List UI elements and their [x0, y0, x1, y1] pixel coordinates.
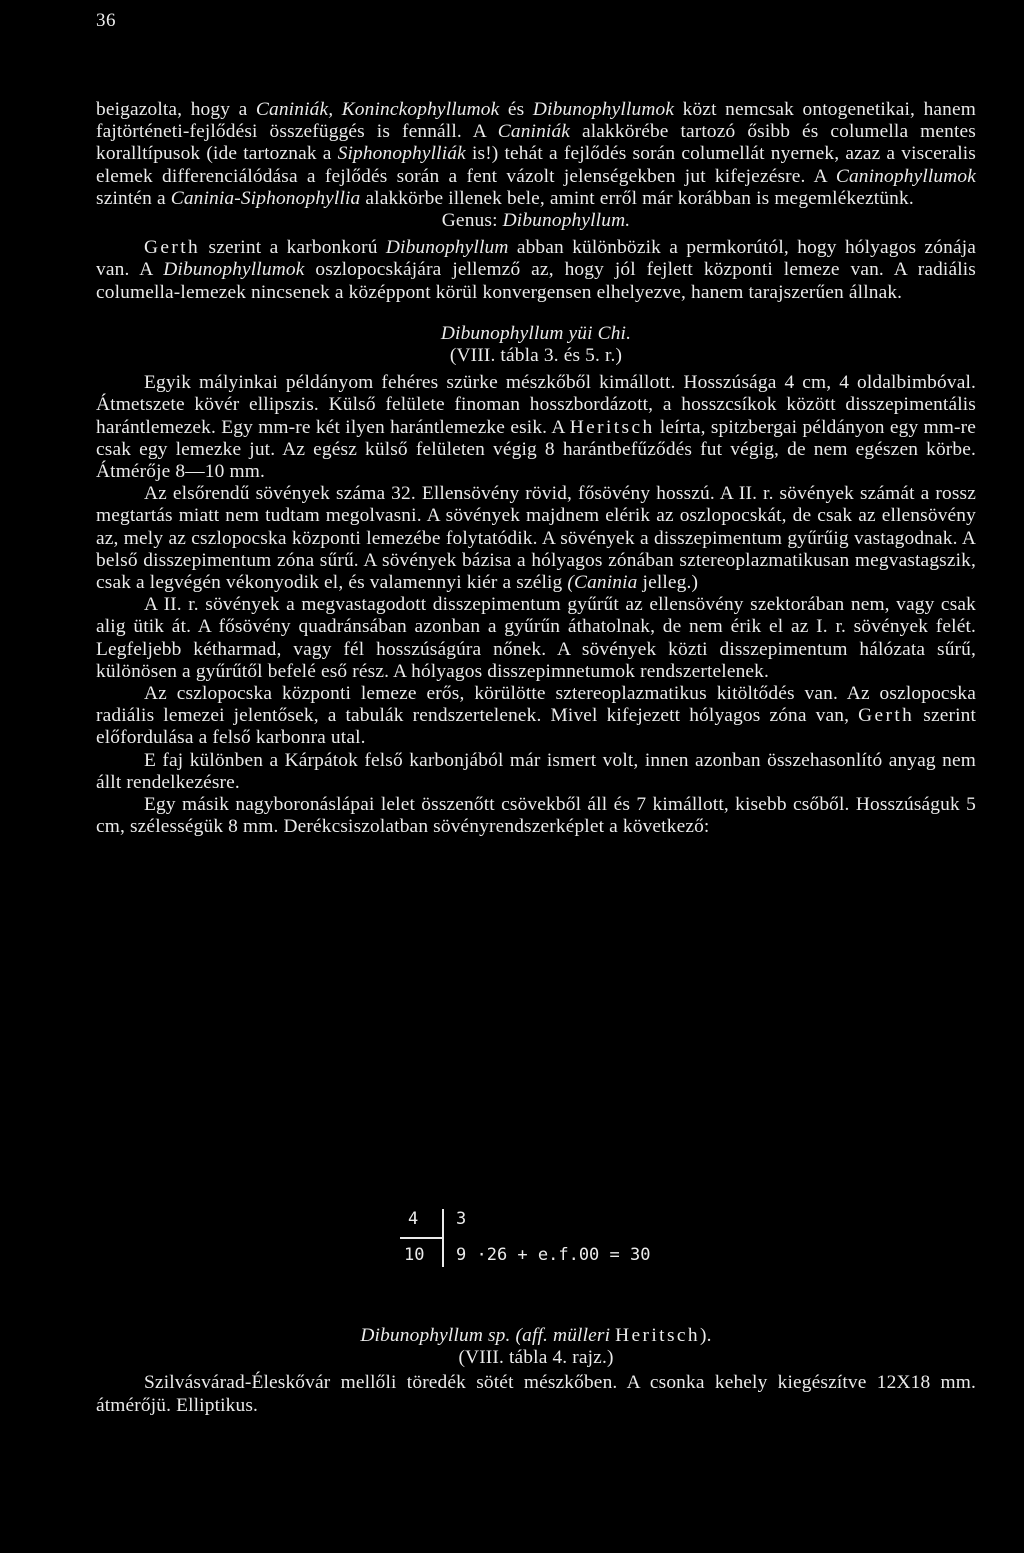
species2-plate: (VIII. tábla 4. rajz.)	[458, 1347, 614, 1369]
taxon-name: Siphonophylliák	[337, 143, 466, 165]
text-span: Az cszlopocska központi lemeze erős, körülötte sztereoplazmatikus kitöltődés van. Az oszlopocska radiális lemezei jelentősek, a tabulák rendszertelenek. Mivel kifejezett hólyagos zóna van,	[96, 683, 976, 727]
paragraph-second-order: A II. r. sövények a megvastagodott disszepimentum gyűrűt az ellensövény szektorában nem, vagy csak alig ütik át. A fősövény quadránsában azonban a gyűrűn áthatolnak, de nem érik el az I. r. sövények felét. Legfeljebb kétharmad, vagy fél hosszúságúra nőnek. A sövények közti disszepimentum hálózata sűrű, különösen a gyűrűtől befelé eső rész. A hólyagos disszepimnetumok rendszertelenek.	[96, 594, 976, 682]
text-span: és	[499, 99, 533, 120]
paragraph-szilvasvarad: Szilvásvárad-Éleskővár mellőli töredék sötét mészkőben. A csonka kehely kiegészítve 12X18 mm. átmérőjü. Elliptikus.	[96, 1372, 976, 1416]
genus-heading	[96, 210, 976, 232]
genus-label: Genus:	[441, 210, 503, 232]
text-span: alakkörébe tartozó ősibb és columella mentes koralltípusok (ide tartoznak a	[96, 121, 976, 165]
taxon-name: Dibunophyllum	[385, 237, 509, 259]
species-name: Dibunophyllum yüi Chi.	[440, 322, 632, 344]
author-name: Gerth	[858, 705, 915, 727]
taxon-name: Caninophyllumok	[835, 165, 976, 187]
text-span: szintén a	[96, 187, 171, 209]
text-span: beigazolta, hogy a	[96, 99, 256, 120]
paragraph-description	[96, 372, 976, 483]
paragraph-column	[96, 683, 976, 750]
taxon-name: (Caninia	[567, 572, 638, 594]
text-span: leírta, spitzbergai példányon egy mm-re csak egy lemezke jut. Az egész külső felületen végig 8 harántbefűződés fut végig, de nem egészen körbe. Átmérője 8—10 mm.	[96, 416, 977, 483]
text-span: jelleg.)	[637, 572, 699, 594]
paragraph-second-find: Egy másik nagyboronáslápai lelet összenőtt csövekből áll és 7 kimállott, kisebb csőből. Hosszúságuk 5 cm, szélességük 8 mm. Derékcsiszolatban sövényrendszerképlet a következő:	[96, 794, 976, 838]
author-name: Gerth	[144, 237, 201, 259]
text-span: ).	[700, 1325, 712, 1346]
taxon-name: Caniniák, Koninckophyllumok	[255, 99, 500, 120]
text-span: is!) tehát a fejlődés során columellát nyernek, azaz a visceralis elemek differenciálódása a fejlődés során a fent vázolt jelenségekben jut kifejezésre. A	[96, 143, 976, 187]
text-span: szerint előfordulása a felső karbonra utal.	[96, 705, 976, 749]
species2-heading	[96, 1325, 976, 1347]
taxon-name: Caniniák	[497, 121, 571, 143]
formula-top-right: 3	[456, 1209, 467, 1229]
species-heading	[96, 323, 976, 345]
formula-vertical-rule	[442, 1209, 444, 1267]
body-text-end	[96, 1325, 976, 1417]
text-span: szerint a karbonkorú	[200, 237, 386, 259]
text-span: oszlopocskájára jellemző az, hogy jól fejlett központi lemeze van. A radiális columella-lemezek nincsenek a középpont körül konvergensen elhelyezve, hanem tarajszerűen állnak.	[96, 259, 976, 303]
paragraph-septa	[96, 483, 976, 594]
text-span: közt nemcsak ontogenetikai, hanem fajtörténeti-fejlődési összefüggés is fennáll. A	[96, 99, 977, 143]
body-text	[96, 99, 976, 839]
paragraph-carpathians: E faj különben a Kárpátok felső karbonjából már ismert volt, innen azonban összehasonlító anyag nem állt rendelkezésre.	[96, 749, 976, 793]
paragraph-intro	[96, 99, 976, 210]
text-span: abban különbözik a permkorútól, hogy hólyagos zónája van. A	[96, 237, 976, 281]
author-name: Heritsch	[569, 416, 655, 438]
taxon-name: Caninia-Siphonophyllia	[170, 187, 361, 209]
formula-bottom-right: 9 ·26 + e.f.00 = 30	[456, 1245, 651, 1265]
text-span: Egyik mályinkai példányom fehéres szürke mészkőből kimállott. Hosszúsága 4 cm, 4 oldalbimbóval. Átmetszete kövér ellipszis. Külső felülete finoman hosszbordázott, a hosszcsíkok között disszepimentális harántlemezek. Egy mm-re két ilyen harántlemezke esik. A	[96, 372, 976, 438]
text-span: Az elsőrendű sövények száma 32. Ellensövény rövid, fősövény hosszú. A II. r. sövények számát a rossz megtartás miatt nem tudtam megolvasni. A sövények majdnem elérik az oszlopocskát, de csak az ellensövény az, mely az cszlopocska központi lemezébe folytatódik. A sövények a disszepimentum gyűrűig vastagodnak. A belső disszepimentum zóna sűrű. A sövények bázisa a hólyagos zónában sztereoplazmatikusan megvastagszik, csak a legvégén vékonyodik el, és valamennyi kiér a szélig	[96, 483, 976, 594]
formula-bottom-left: 10	[404, 1245, 425, 1265]
formula-horizontal-rule	[400, 1237, 442, 1239]
species-plate: (VIII. tábla 3. és 5. r.)	[449, 345, 623, 367]
author-name: Heritsch	[615, 1325, 700, 1346]
formula-top-left: 4	[408, 1209, 419, 1229]
text-span: alakkörbe illenek bele, amint erről már korábban is megemlékeztünk.	[360, 187, 914, 209]
taxon-name: Dibunophyllumok	[163, 259, 305, 281]
species-name: Dibunophyllum sp. (aff. mülleri	[360, 1325, 611, 1346]
taxon-name: Dibunophyllumok	[532, 99, 675, 120]
genus-name: Dibunophyllum.	[502, 210, 631, 232]
page-number: 36	[96, 10, 116, 31]
paragraph-gerth	[96, 237, 976, 304]
